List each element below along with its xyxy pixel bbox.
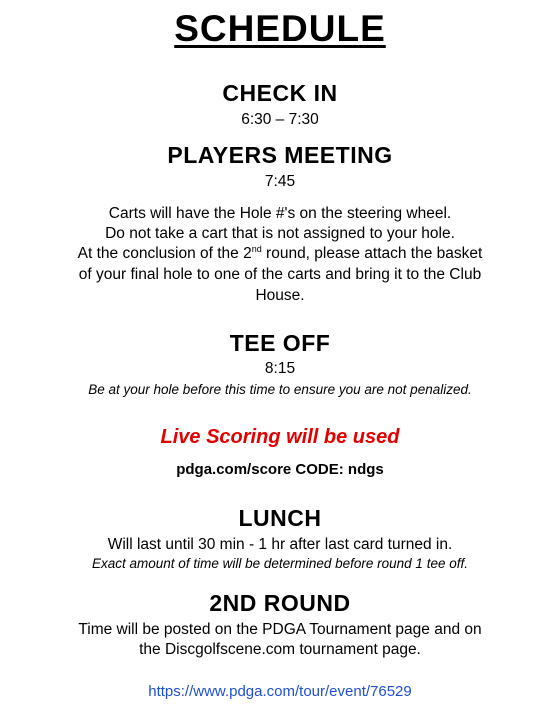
players-meeting-line-5: House. xyxy=(255,287,305,304)
tee-off-note: Be at your hole before this time to ensure you are not penalized. xyxy=(88,382,472,397)
second-round-line-2: the Discgolfscene.com tournament page. xyxy=(139,641,421,658)
page-title: SCHEDULE xyxy=(174,8,386,49)
second-round-line-1: Time will be posted on the PDGA Tournament page and on xyxy=(78,621,482,638)
tee-off-time: 8:15 xyxy=(264,360,296,377)
players-meeting-time: 7:45 xyxy=(264,173,296,190)
lunch-line-1: Will last until 30 min - 1 hr after last card turned in. xyxy=(107,536,453,553)
event-link[interactable]: https://www.pdga.com/tour/event/76529 xyxy=(148,683,412,700)
round-ordinal-suffix: nd xyxy=(251,243,262,254)
players-meeting-heading: PLAYERS MEETING xyxy=(167,142,393,168)
tee-off-heading: TEE OFF xyxy=(229,330,331,356)
round-sentence-end: round, please attach the basket xyxy=(261,245,483,262)
lunch-heading: LUNCH xyxy=(238,505,322,531)
players-meeting-line-4: of your final hole to one of the carts and bring it to the Club xyxy=(78,266,482,283)
live-scoring-notice: Live Scoring will be used xyxy=(160,426,400,448)
players-meeting-line-2: Do not take a cart that is not assigned to your hole. xyxy=(105,225,455,242)
players-meeting-line-1: Carts will have the Hole #'s on the steering wheel. xyxy=(108,205,452,222)
lunch-note: Exact amount of time will be determined before round 1 tee off. xyxy=(92,556,468,571)
players-meeting-line-3 xyxy=(0,245,560,263)
live-scoring-details: pdga.com/score CODE: ndgs xyxy=(176,461,384,478)
check-in-heading: CHECK IN xyxy=(222,80,338,106)
round-sentence-start: At the conclusion of the 2 xyxy=(77,245,252,262)
second-round-heading: 2ND ROUND xyxy=(209,590,351,616)
check-in-time: 6:30 – 7:30 xyxy=(241,111,319,128)
